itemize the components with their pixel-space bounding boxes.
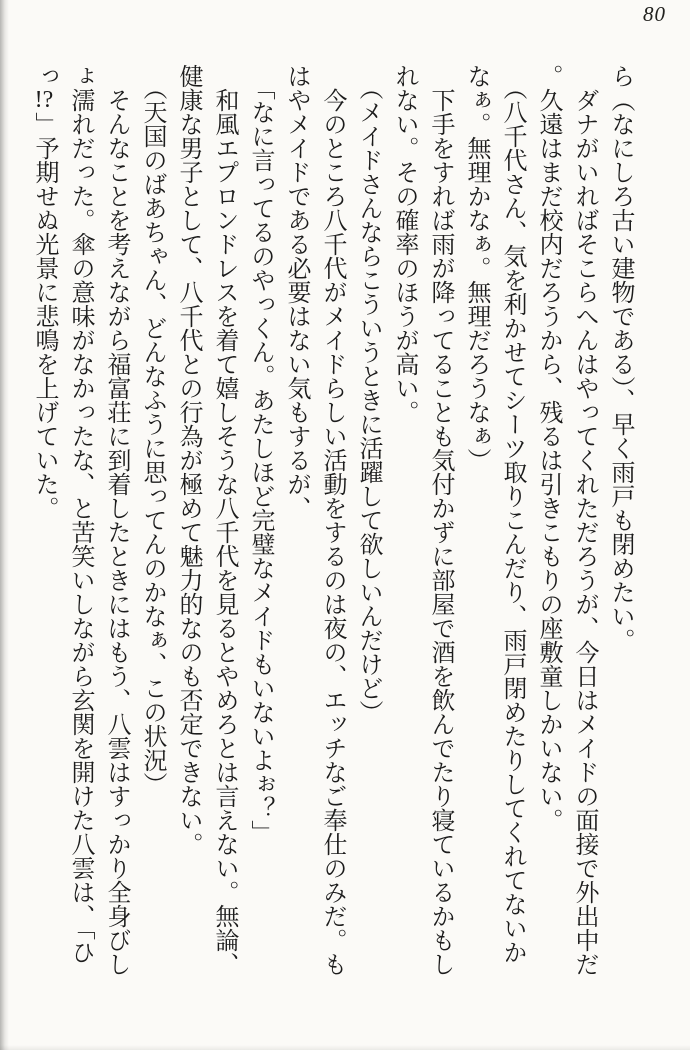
paragraph: 下手をすれば雨が降ってることも気付かずに部屋で酒を飲んでたり寝ているかもしれない。その確率のほうが高い。 <box>391 64 453 976</box>
paragraph: ら（なにしろ古い建物である）、早く雨戸も閉めたい。 <box>607 64 633 652</box>
paragraph: ダナがいればそこらへんはやってくれただろうが、今日はメイドの面接で外出中だ。久遠はまだ校内だろうから、残るは引きこもりの座敷童しかいない。 <box>535 64 597 976</box>
novel-text <box>20 64 638 982</box>
page-number: 80 <box>643 2 666 26</box>
paragraph: （八千代さん、気を利かせてシーツ取りこんだり、雨戸閉めたりしてくれてないかなぁ。無理かなぁ。無理だろうなぁ） <box>463 64 525 964</box>
paragraph: 「なに言ってるのやっくん。あたしほど完璧なメイドもいないよぉ？」 <box>247 76 273 844</box>
paragraph: そんなことを考えながら福富荘に到着したときにはもう、八雲はすっかり全身びしょ濡れだった。傘の意味がなかったな、と苦笑いしながら玄関を開けた八雲は、「ひっ!?」予期せぬ光景に悲鳴を上げていた。 <box>31 64 129 976</box>
exclamation-question-icon: !? <box>34 88 54 112</box>
scan-shadow-left <box>0 0 9 1050</box>
paragraph: 今のところ八千代がメイドらしい活動をするのは夜の、エッチなご奉仕のみだ。もはやメイドである必要はない気もするが、 <box>283 64 345 976</box>
paragraph: （天国のばあちゃん、どんなふうに思ってんのかなぁ、この状況） <box>139 76 165 796</box>
paragraph: （メイドさんならこういうときに活躍して欲しいんだけど） <box>355 76 381 724</box>
scan-shadow-bottom <box>0 1045 690 1050</box>
paragraph: 和風エプロンドレスを着て嬉しそうな八千代を見るとやめろとは言えない。無論、健康な男子として、八千代との行為が極めて魅力的なのも否定できない。 <box>175 64 237 976</box>
